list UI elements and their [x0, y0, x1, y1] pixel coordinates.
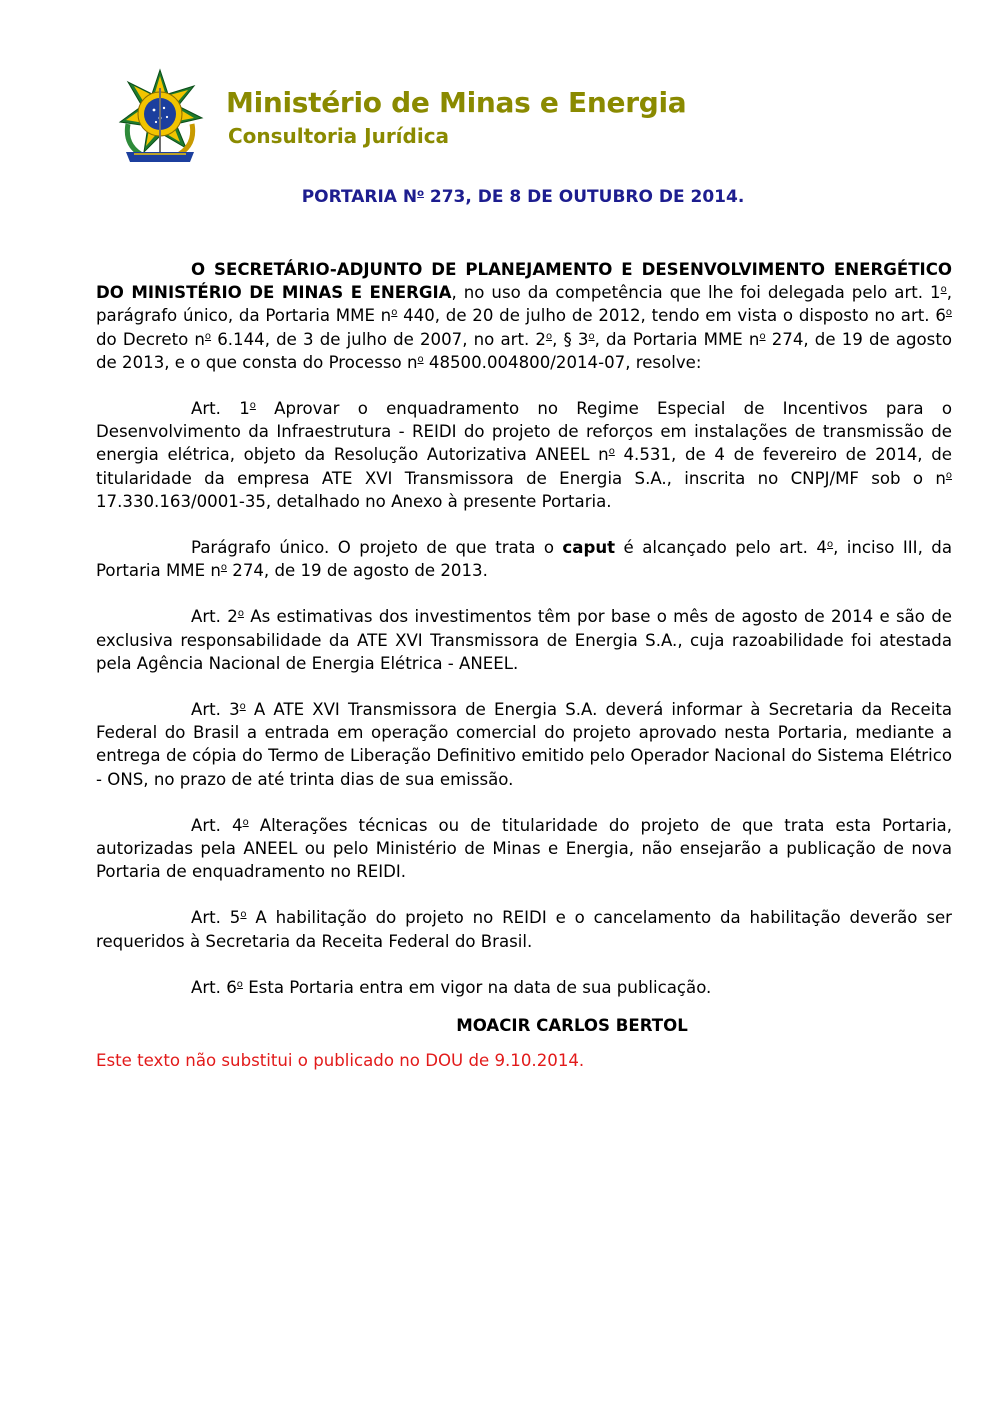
preamble-authority: O SECRETÁRIO-ADJUNTO DE PLANEJAMENTO E DESENVOLVIMENTO ENERGÉTICO DO MINISTÉRIO DE MINAS E ENERGIA [96, 260, 952, 303]
disclaimer-note: Este texto não substitui o publicado no DOU de 9.10.2014. [96, 1051, 585, 1071]
article-6: Art. 6$^o$ Esta Portaria entra em vigor na data de sua publicação. [191, 977, 712, 997]
article-4: Art. 4$^o$ Alterações técnicas ou de titularidade do projeto de que trata esta Portaria, autorizadas pela ANEEL ou pelo Ministério de Minas e Energia, não ensejarão a publicação de nova Portaria de enquadramento no REIDI. [96, 815, 952, 882]
brazil-coat-of-arms-icon [114, 68, 206, 166]
document-title: PORTARIA $N^o$ 273, DE 8 DE OUTUBRO DE 2014. [301, 187, 745, 207]
article-5: Art. 5$^o$ A habilitação do projeto no REIDI e o cancelamento da habilitação deverão ser requeridos à Secretaria da Receita Federal do Brasil. [96, 908, 952, 951]
preamble-paragraph: O SECRETÁRIO-ADJUNTO DE PLANEJAMENTO E DESENVOLVIMENTO ENERGÉTICO DO MINISTÉRIO DE MINAS E ENERGIA, no uso da competência que lhe foi delegada pelo art. 1$^o$, parágrafo único, da Portaria MME $n^o$ 440, de 20 de julho de 2012, tendo em vista o disposto no art. 6$^o$ do Decreto $n^o$ 6.144, de 3 de julho de 2007, no art. 2$^o$, § 3$^o$, da Portaria MME $n^o$ 274, de 19 de agosto de 2013, e o que consta do Processo $n^o$ 48500.004800/2014-07, resolve: [96, 260, 953, 372]
letterhead [114, 68, 814, 168]
ministry-name: Ministério de Minas e Energia [226, 86, 687, 119]
department-name: Consultoria Jurídica [228, 124, 450, 148]
signatory-name: MOACIR CARLOS BERTOL [456, 1016, 688, 1036]
article-2: Art. 2$^o$ As estimativas dos investimentos têm por base o mês de agosto de 2014 e são de exclusiva responsabilidade da ATE XVI Transmissora de Energia S.A., cuja razoabilidade foi atestada pela Agência Nacional de Energia Elétrica - ANEEL. [96, 607, 952, 673]
article-1: Art. 1$^o$ Aprovar o enquadramento no Regime Especial de Incentivos para o Desenvolvimento da Infraestrutura - REIDI do projeto de reforços em instalações de transmissão de energia elétrica, objeto da Resolução Autorizativa ANEEL $n^o$ 4.531, de 4 de fevereiro de 2014, de titularidade da empresa ATE XVI Transmissora de Energia S.A., inscrita no CNPJ/MF sob o $n^o$ 17.330.163/0001-35, detalhado no Anexo à presente Portaria. [96, 399, 952, 511]
article-1-sole-paragraph: Parágrafo único. O projeto de que trata o caput é alcançado pelo art. 4$^o$, inciso III, da Portaria MME $n^o$ 274, de 19 de agosto de 2013. [96, 538, 952, 581]
article-3: Art. 3$^o$ A ATE XVI Transmissora de Energia S.A. deverá informar à Secretaria da Receita Federal do Brasil a entrada em operação comercial do projeto aprovado nesta Portaria, mediante a entrega de cópia do Termo de Liberação Definitivo emitido pelo Operador Nacional do Sistema Elétrico - ONS, no prazo de até trinta dias de sua emissão. [96, 700, 952, 789]
document-body [96, 258, 952, 1072]
